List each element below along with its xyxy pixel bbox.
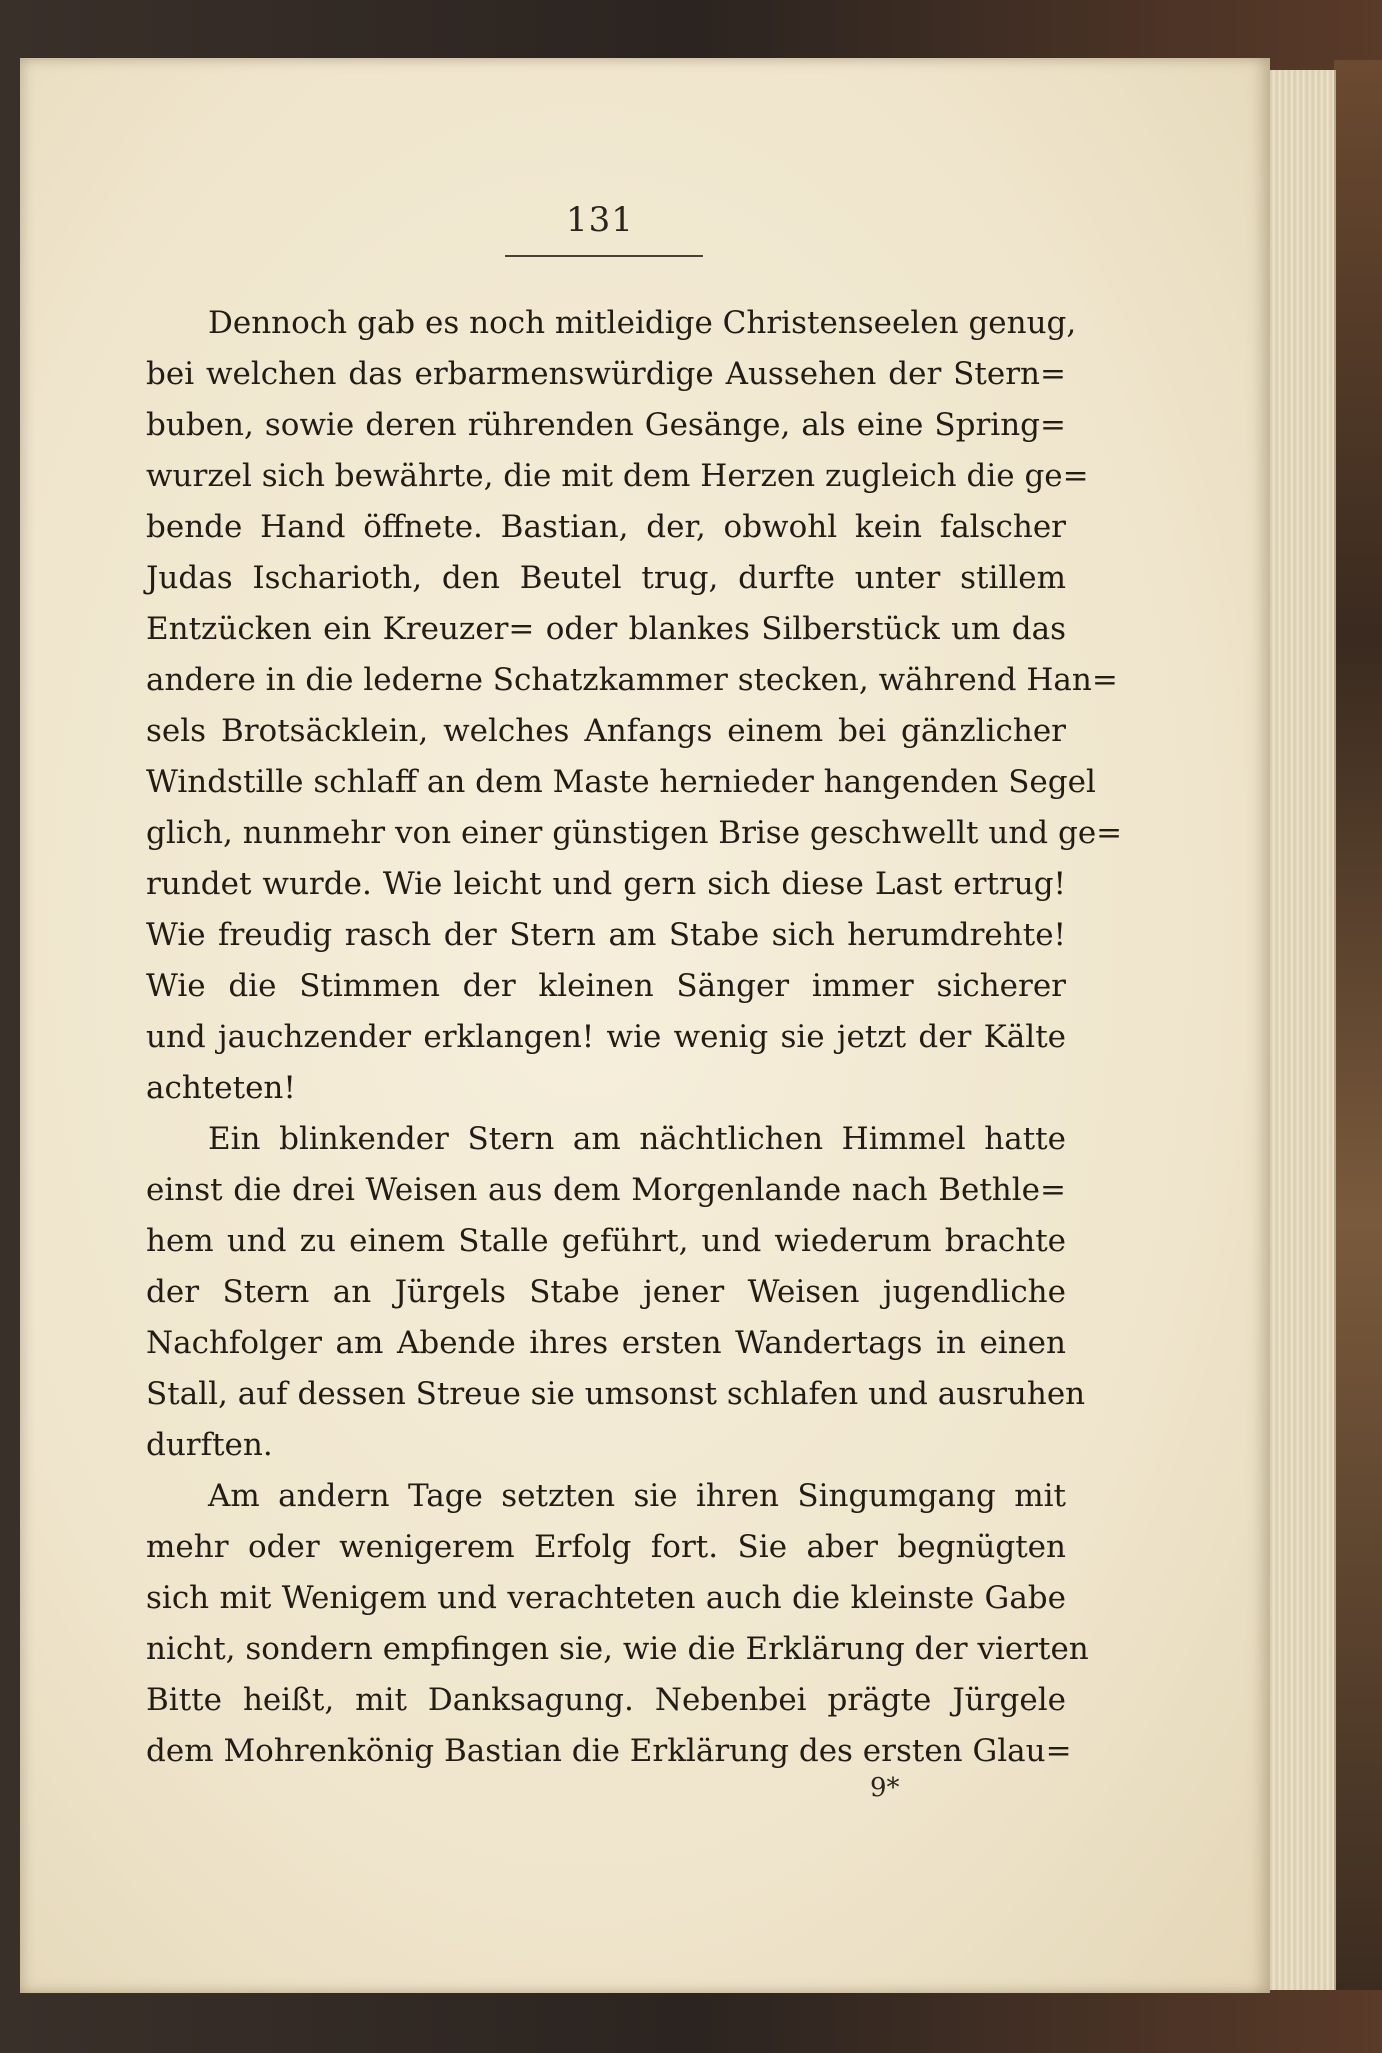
text-line: sich mit Wenigem und verachteten auch die kleinste Gabe [146,1580,1066,1616]
text-line: glich, nunmehr von einer günstigen Brise geschwellt und ge= [146,815,1123,851]
text-line: Wie freudig rasch der Stern am Stabe sich herumdrehte! [146,917,1066,953]
text-line: Bitte heißt, mit Danksagung. Nebenbei prägte Jürgele [146,1682,1066,1718]
text-line: Stall, auf dessen Streue sie umsonst schlafen und ausruhen [146,1376,1086,1412]
text-line: sels Brotsäcklein, welches Anfangs einem bei gänzlicher [146,713,1066,749]
text-line: der Stern an Jürgels Stabe jener Weisen jugendliche [146,1274,1066,1310]
text-line: bei welchen das erbarmenswürdige Aussehen der Stern= [146,356,1066,392]
text-line: bende Hand öffnete. Bastian, der, obwohl kein falscher [146,509,1066,545]
text-line: buben, sowie deren rührenden Gesänge, als eine Spring= [146,407,1066,443]
text-line: Windstille schlaff an dem Maste hernieder hangenden Segel [146,764,1096,800]
text-line: und jauchzender erklangen! wie wenig sie jetzt der Kälte [146,1019,1066,1055]
text-line: andere in die lederne Schatzkammer stecken, während Han= [146,662,1118,698]
text-line: Entzücken ein Kreuzer= oder blankes Silberstück um das [146,611,1066,647]
text-line: rundet wurde. Wie leicht und gern sich diese Last ertrug! [146,866,1066,902]
text-line: mehr oder wenigerem Erfolg fort. Sie aber begnügten [146,1529,1066,1565]
text-line: Judas Ischarioth, den Beutel trug, durfte unter stillem [146,560,1066,596]
page-edges [1262,70,1336,1990]
cover-edge [1334,60,1382,1990]
text-line: Wie die Stimmen der kleinen Sänger immer sicherer [146,968,1066,1004]
text-line: Nachfolger am Abende ihres ersten Wandertags in einen [146,1325,1066,1361]
body-text [146,298,1123,1777]
text-line: nicht, sondern empfingen sie, wie die Erklärung der vierten [146,1631,1089,1667]
text-line: hem und zu einem Stalle geführt, und wiederum brachte [146,1223,1066,1259]
text-line: Ein blinkender Stern am nächtlichen Himmel hatte [208,1121,1066,1157]
text-line: Am andern Tage setzten sie ihren Singumgang mit [208,1478,1066,1514]
text-line: Dennoch gab es noch mitleidige Christenseelen genug, [208,305,1077,341]
signature-mark: 9* [870,1773,900,1803]
text-line: achteten! [146,1070,296,1106]
text-line: einst die drei Weisen aus dem Morgenlande nach Bethle= [146,1172,1066,1208]
text-line: wurzel sich bewährte, die mit dem Herzen zugleich die ge= [146,458,1089,494]
page-number-rule [505,255,703,257]
page-number: 131 [566,200,634,240]
text-line: dem Mohrenkönig Bastian die Erklärung des ersten Glau= [146,1733,1072,1769]
text-line: durften. [146,1427,273,1463]
